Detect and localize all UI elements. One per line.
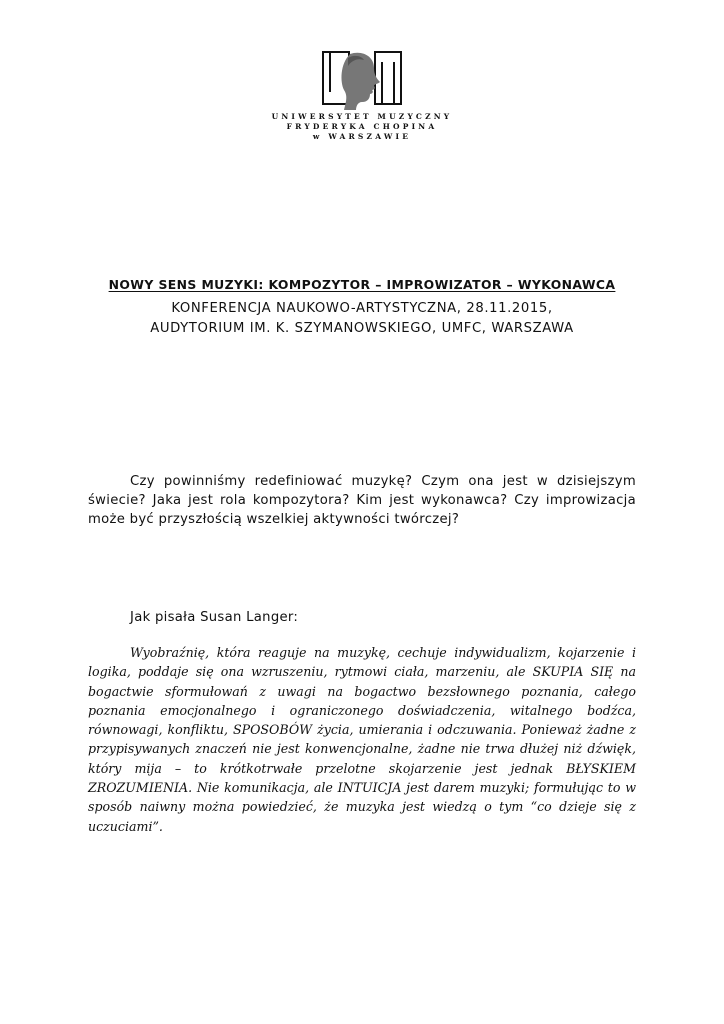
university-name-line-2: FRYDERYKA CHOPINA — [286, 122, 438, 131]
conference-info-line-1: KONFERENCJA NAUKOWO-ARTYSTYCZNA, 28.11.2015, — [171, 301, 553, 316]
conference-info-line-2: AUDYTORIUM IM. K. SZYMANOWSKIEGO, UMFC, WARSZAWA — [150, 321, 574, 336]
document-title: NOWY SENS MUZYKI: KOMPOZYTOR – IMPROWIZATOR – WYKONAWCA — [108, 277, 616, 292]
university-logo — [314, 48, 410, 112]
university-name-line-1: UNIWERSYTET MUZYCZNY — [271, 112, 453, 121]
university-name-line-3: w WARSZAWIE — [312, 132, 412, 141]
quote-paragraph: Wyobraźnię, która reaguje na muzykę, cechuje indywidualizm, kojarzenie i logika, poddaje się ona wzruszeniu, rytmowi ciała, marzeniu, ale SKUPIA SIĘ na bogactwie sformułowań z uwagi na bogactwo bezsłownego poznania, całego poznania emocjonalnego i ograniczonego doświadczenia, witalnego bodźca, równowagi, konfliktu, SPOSOBÓW życia, umierania i odczuwania. Ponieważ żadne z przypisywanych znaczeń nie jest konwencjonalne, żadne nie trwa dłużej niż dźwięk, który mija – to krótkotrwałe przelotne skojarzenie jest jednak BŁYSKIEM ZROZUMIENIA. Nie komunikacja, ale INTUICJA jest darem muzyki; formułując to w sposób naiwny można powiedzieć, że muzyka jest wiedzą o tym “co dzieje się z uczuciami”. — [88, 645, 636, 834]
quote-lead: Jak pisała Susan Langer: — [130, 610, 299, 625]
university-header — [0, 48, 724, 142]
intro-paragraph: Czy powinniśmy redefiniować muzykę? Czym ona jest w dzisiejszym świecie? Jaka jest rola kompozytora? Kim jest wykonawca? Czy improwizacja może być przyszłością wszelkiej aktywności twórczej? — [88, 474, 636, 527]
conference-info — [0, 299, 724, 339]
